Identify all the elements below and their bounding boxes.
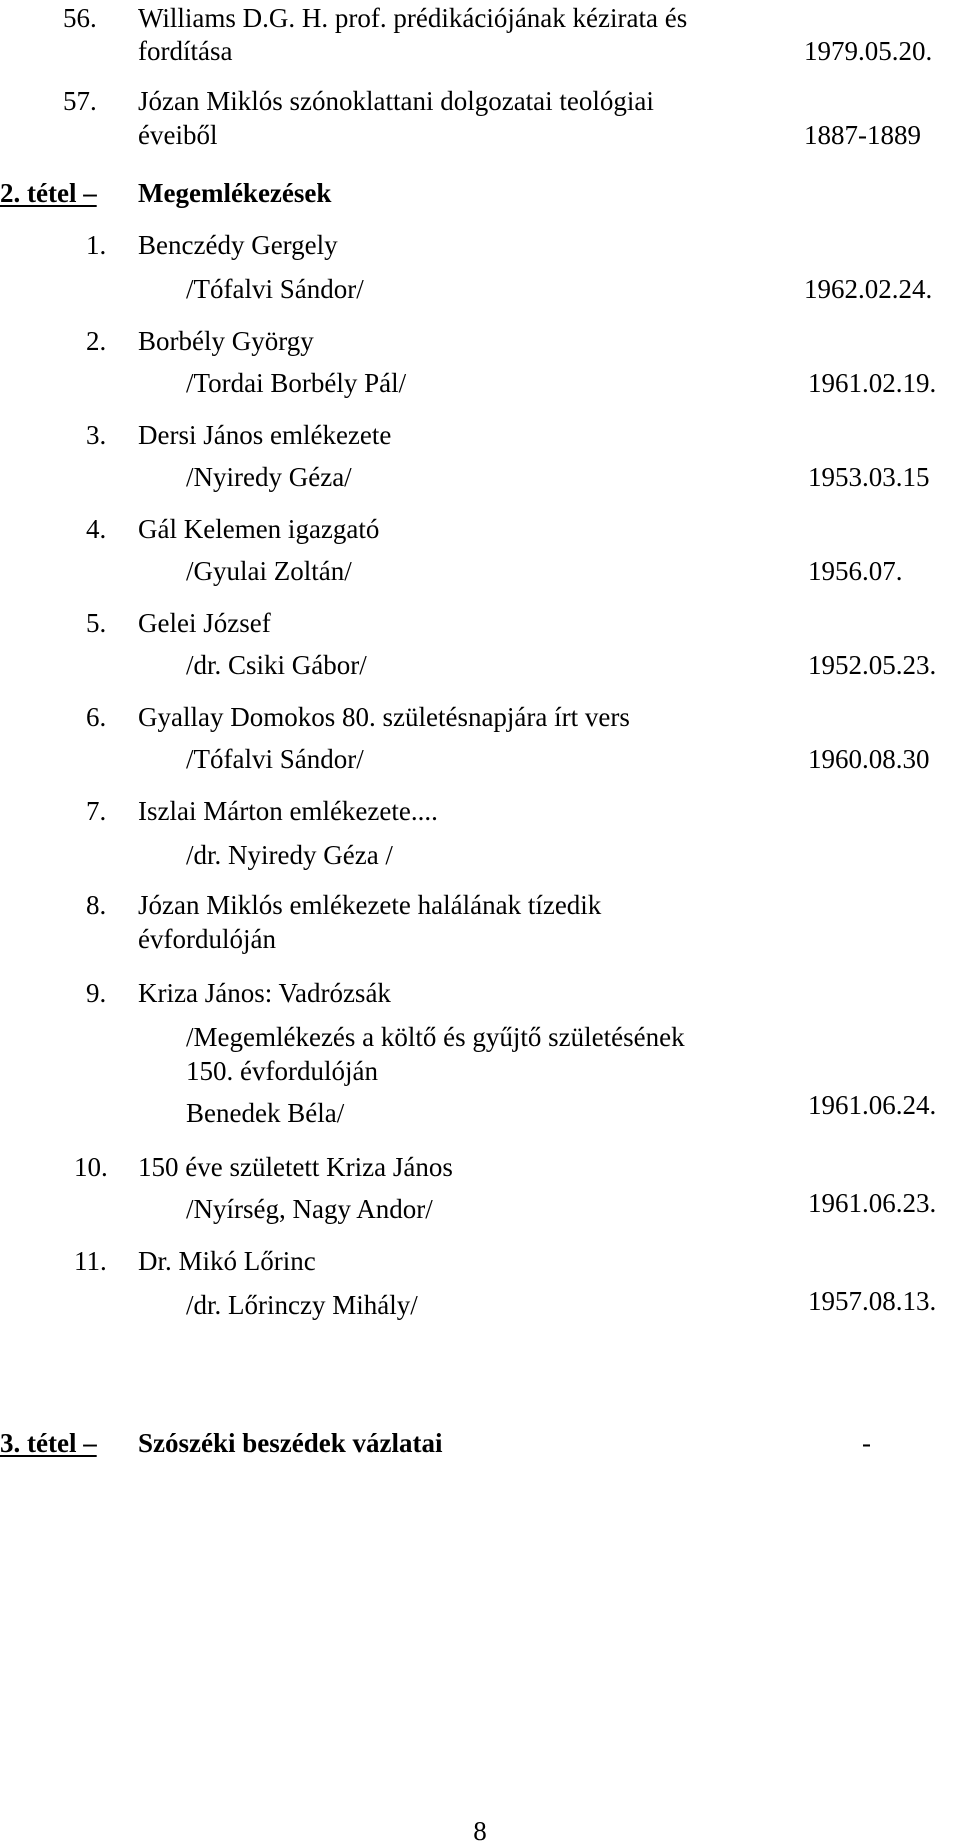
item-10-date: 1961.06.23. xyxy=(808,1188,937,1218)
item-2-date: 1961.02.19. xyxy=(808,368,937,398)
item-7-title: Iszlai Márton emlékezete.... xyxy=(138,796,438,826)
item-9-author-line-3: Benedek Béla/ xyxy=(186,1098,345,1128)
entry-56-title-line-2: fordítása xyxy=(138,36,233,66)
item-6-title: Gyallay Domokos 80. születésnapjára írt vers xyxy=(138,702,630,732)
item-6-date: 1960.08.30 xyxy=(808,744,930,774)
item-8-number: 8. xyxy=(86,890,107,920)
entry-56-number: 56. xyxy=(63,3,97,33)
item-4-number: 4. xyxy=(86,514,107,544)
entry-56-title-line-1: Williams D.G. H. prof. prédikációjának kézirata és xyxy=(138,3,688,33)
item-11-title: Dr. Mikó Lőrinc xyxy=(138,1246,316,1276)
item-10-author: /Nyírség, Nagy Andor/ xyxy=(186,1194,433,1224)
item-1-author: /Tófalvi Sándor/ xyxy=(186,274,364,304)
section-3-title: Szószéki beszédek vázlatai xyxy=(138,1428,443,1458)
item-11-author: /dr. Lőrinczy Mihály/ xyxy=(186,1290,418,1320)
item-10-title: 150 éve született Kriza János xyxy=(138,1152,453,1182)
item-7-number: 7. xyxy=(86,796,107,826)
item-6-author: /Tófalvi Sándor/ xyxy=(186,744,364,774)
item-9-author-line-1: /Megemlékezés a költő és gyűjtő születésének xyxy=(186,1022,685,1052)
item-2-number: 2. xyxy=(86,326,107,356)
item-9-author-line-2: 150. évfordulóján xyxy=(186,1056,378,1086)
item-9-number: 9. xyxy=(86,978,107,1008)
page-number: 8 xyxy=(473,1816,487,1846)
item-5-author: /dr. Csiki Gábor/ xyxy=(186,650,367,680)
item-5-date: 1952.05.23. xyxy=(808,650,937,680)
entry-56-date: 1979.05.20. xyxy=(804,36,933,66)
item-3-number: 3. xyxy=(86,420,107,450)
item-5-title: Gelei József xyxy=(138,608,271,638)
item-4-date: 1956.07. xyxy=(808,556,903,586)
item-1-title: Benczédy Gergely xyxy=(138,230,338,260)
entry-57-title-line-1: Józan Miklós szónoklattani dolgozatai teológiai xyxy=(138,86,654,116)
item-7-author: /dr. Nyiredy Géza / xyxy=(186,840,393,870)
item-5-number: 5. xyxy=(86,608,107,638)
entry-57-title-line-2: éveiből xyxy=(138,120,218,150)
item-9-title: Kriza János: Vadrózsák xyxy=(138,978,391,1008)
item-11-number: 11. xyxy=(74,1246,107,1276)
item-11-date: 1957.08.13. xyxy=(808,1286,937,1316)
section-3-label: 3. tétel – xyxy=(0,1428,97,1458)
item-3-date: 1953.03.15 xyxy=(808,462,930,492)
item-2-title: Borbély György xyxy=(138,326,314,356)
item-2-author: /Tordai Borbély Pál/ xyxy=(186,368,407,398)
item-3-title: Dersi János emlékezete xyxy=(138,420,392,450)
item-8-title-line-2: évfordulóján xyxy=(138,924,276,954)
item-6-number: 6. xyxy=(86,702,107,732)
item-10-number: 10. xyxy=(74,1152,108,1182)
entry-57-date: 1887-1889 xyxy=(804,120,921,150)
item-8-title-line-1: Józan Miklós emlékezete halálának tízedik xyxy=(138,890,602,920)
item-3-author: /Nyiredy Géza/ xyxy=(186,462,352,492)
section-2-label: 2. tétel – xyxy=(0,178,97,208)
item-1-number: 1. xyxy=(86,230,107,260)
item-1-date: 1962.02.24. xyxy=(804,274,933,304)
entry-57-number: 57. xyxy=(63,86,97,116)
item-9-date: 1961.06.24. xyxy=(808,1090,937,1120)
section-2-title: Megemlékezések xyxy=(138,178,332,208)
item-4-title: Gál Kelemen igazgató xyxy=(138,514,380,544)
item-4-author: /Gyulai Zoltán/ xyxy=(186,556,352,586)
section-3-date: - xyxy=(862,1428,871,1458)
